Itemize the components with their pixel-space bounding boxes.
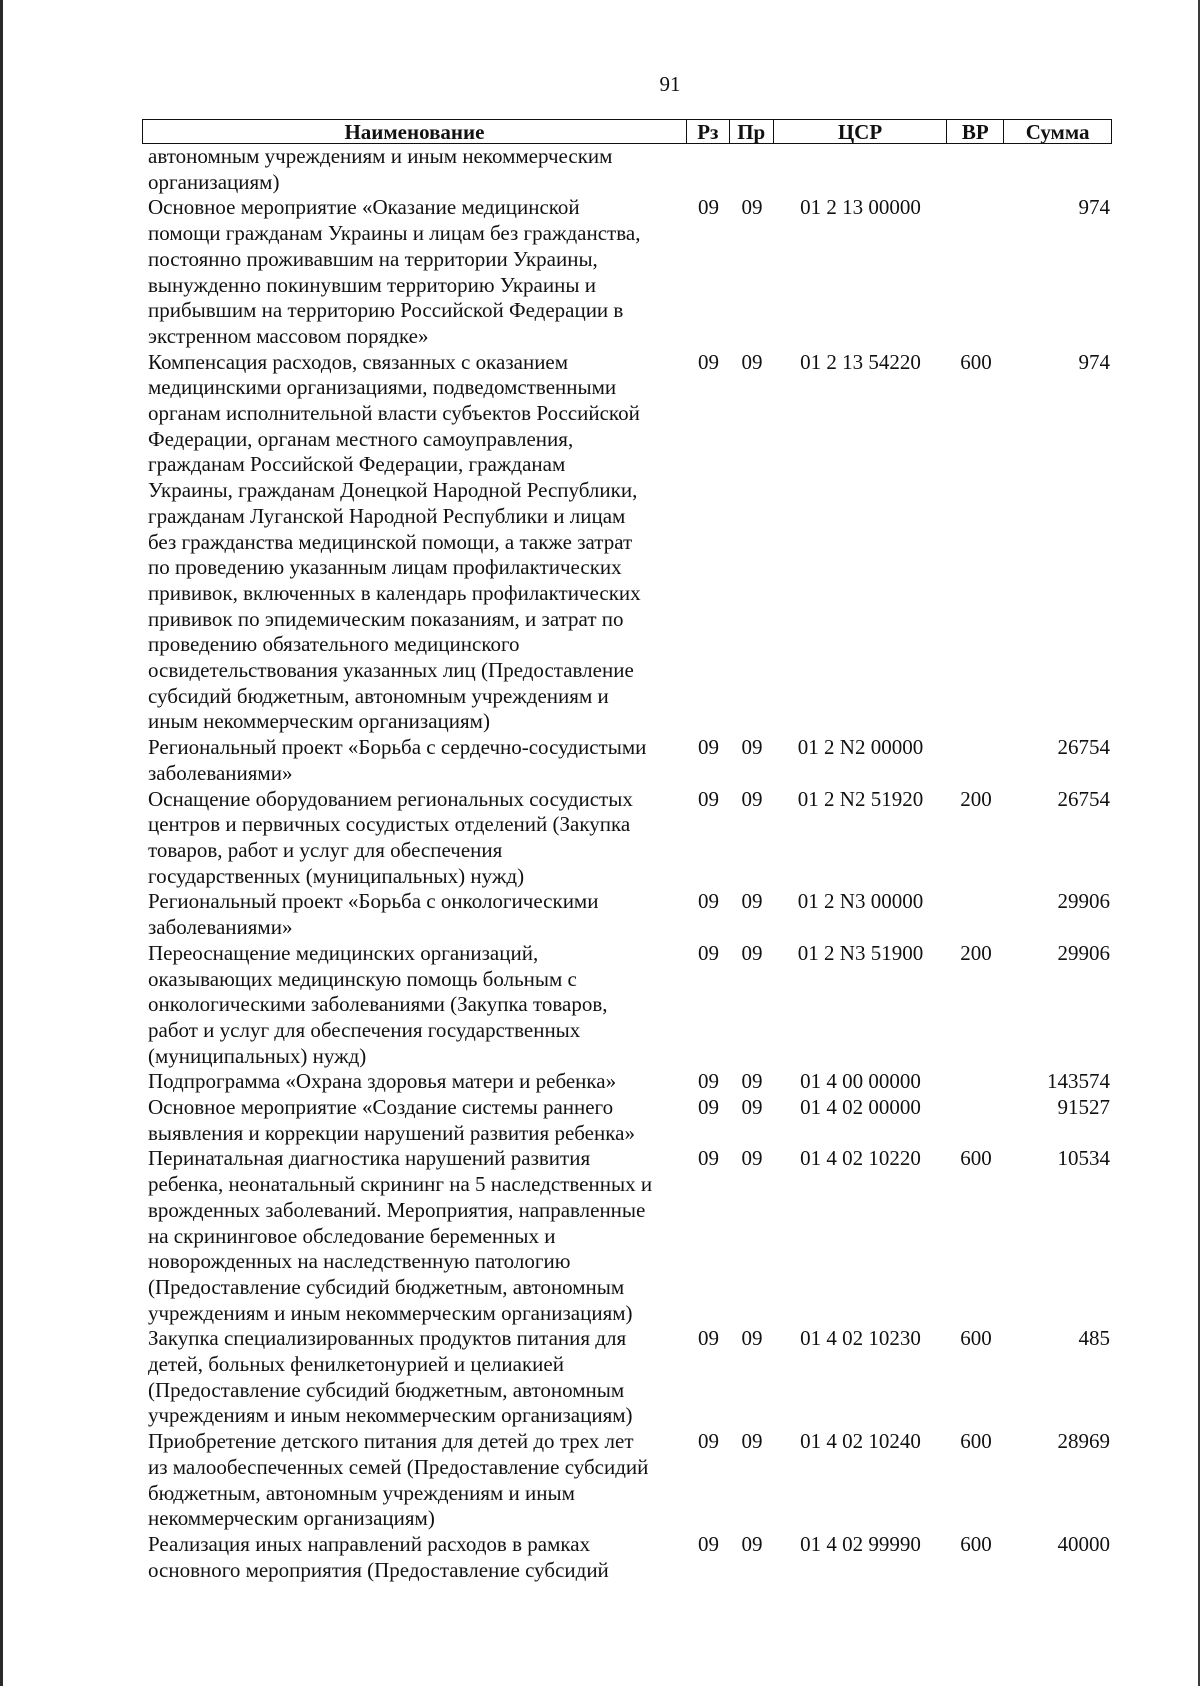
row-name-line: вынужденно покинувшим территорию Украины и [148,272,596,297]
row-pr: 09 [741,1429,763,1454]
row-vr [947,1095,1005,1146]
row-vr: 600 [960,349,992,374]
row-name-line: на скрининговое обследование беременных и [148,1223,556,1248]
row-vr [947,144,1005,195]
row-pr: 09 [741,1095,763,1120]
row-name-line: Оснащение оборудованием региональных сосудистых [148,786,633,811]
scan-edge-left [0,0,3,1686]
row-sum: 40000 [1057,1531,1110,1556]
row-name-line: (Предоставление субсидий бюджетным, автономным [148,1377,625,1402]
row-name [142,889,687,940]
row-vr: 600 [960,1531,992,1556]
row-vr: 200 [960,786,992,811]
row-pr: 09 [741,195,763,220]
table-row [142,735,1112,786]
row-pr: 09 [741,786,763,811]
row-csr: 01 2 N3 00000 [797,889,924,914]
row-pr: 09 [741,1069,763,1094]
row-name-line: Основное мероприятие «Оказание медицинской [148,195,580,220]
row-vr: 600 [960,1429,992,1454]
row-pr [730,144,774,195]
row-name-line: прибывшим на территорию Российской Федерации в [148,298,624,323]
row-vr [947,1069,1005,1095]
row-rz [687,144,730,195]
row-name-line: основного мероприятия (Предоставление субсидий [148,1557,609,1582]
row-pr: 09 [741,940,763,965]
row-name-line: учреждениям и иным некоммерческим организациям) [148,1300,633,1325]
table-row [142,941,1112,1070]
row-sum: 26754 [1057,786,1110,811]
row-rz: 09 [698,735,719,760]
row-name-line: (муниципальных) нужд) [148,1043,367,1068]
row-name-line: Основное мероприятие «Создание системы раннего [148,1095,614,1120]
table-row [142,1326,1112,1429]
row-sum: 26754 [1057,735,1110,760]
row-name-line: помощи гражданам Украины и лицам без гражданства, [148,221,641,246]
row-pr: 09 [741,1146,763,1171]
row-name [142,1532,687,1583]
row-pr: 09 [741,349,763,374]
row-name-line: постоянно проживавшим на территории Украины, [148,246,598,271]
row-name-line: прививок по эпидемическим показаниям, и затрат по [148,606,624,631]
row-name [142,735,687,786]
row-rz: 09 [698,1095,719,1120]
row-rz: 09 [698,1429,719,1454]
row-name-line: Региональный проект «Борьба с онкологическими [148,889,599,914]
row-vr [947,889,1005,940]
row-name-line: оказывающих медицинскую помощь больным с [148,966,577,991]
header-rz: Рз [687,120,730,143]
budget-table [142,119,1112,1583]
row-rz: 09 [698,1069,719,1094]
row-csr: 01 4 02 10230 [800,1326,921,1351]
header-sum: Сумма [1025,120,1090,143]
row-csr: 01 4 02 99990 [800,1531,921,1556]
table-row [142,1069,1112,1095]
row-csr [774,144,947,195]
row-csr: 01 4 02 00000 [800,1095,921,1120]
row-pr: 09 [741,889,763,914]
table-row [142,195,1112,349]
row-name-line: онкологическими заболеваниями (Закупка товаров, [148,992,608,1017]
row-name [142,195,687,349]
header-name: Наименование [143,120,687,143]
table-row [142,787,1112,890]
row-name-line: органам исполнительной власти субъектов Российской [148,401,640,426]
row-rz: 09 [698,889,719,914]
table-row [142,1429,1112,1532]
row-name-line: гражданам Луганской Народной Республики и лицам [148,503,626,528]
row-name-line: Перинатальная диагностика нарушений развития [148,1146,591,1171]
row-csr: 01 4 02 10240 [800,1429,921,1454]
row-sum: 29906 [1057,889,1110,914]
row-name [142,1429,687,1532]
row-name-line: новорожденных на наследственную патологию [148,1249,571,1274]
row-name-line: бюджетным, автономным учреждениям и иным [148,1480,575,1505]
row-name-line: Закупка специализированных продуктов питания для [148,1326,627,1351]
table-row [142,144,1112,195]
row-sum: 974 [1078,349,1110,374]
row-name-line: медицинскими организациями, подведомственными [148,375,617,400]
row-name-line: Региональный проект «Борьба с сердечно-сосудистыми [148,735,647,760]
row-name-line: организациям) [148,169,280,194]
row-name [142,1146,687,1326]
row-name-line: Украины, гражданам Донецкой Народной Республики, [148,478,638,503]
row-name [142,1095,687,1146]
row-name-line: учреждениям и иным некоммерческим организациям) [148,1403,633,1428]
row-sum: 974 [1078,195,1110,220]
row-name-line: прививок, включенных в календарь профилактических [148,580,641,605]
row-rz: 09 [698,1326,719,1351]
row-name [142,787,687,890]
row-vr [947,735,1005,786]
row-name-line: товаров, работ и услуг для обеспечения [148,837,503,862]
row-sum: 485 [1078,1326,1110,1351]
row-name-line: некоммерческим организациям) [148,1506,435,1531]
row-vr [947,195,1005,349]
row-name-line: центров и первичных сосудистых отделений (Закупка [148,812,631,837]
row-csr: 01 2 13 00000 [800,195,921,220]
row-name-line: из малообеспеченных семей (Предоставление субсидий [148,1454,649,1479]
row-csr: 01 2 N3 51900 [797,940,924,965]
row-pr: 09 [741,1326,763,1351]
row-sum: 28969 [1057,1429,1110,1454]
row-name-line: субсидий бюджетным, автономным учреждениям и [148,683,609,708]
row-pr: 09 [741,735,763,760]
row-rz: 09 [698,1146,719,1171]
row-name-line: гражданам Российской Федерации, гражданам [148,452,566,477]
header-csr: ЦСР [837,120,883,143]
row-name-line: выявления и коррекции нарушений развития ребенка» [148,1120,635,1145]
row-name-line: заболеваниями» [148,760,293,785]
header-vr: ВР [946,120,1004,143]
row-name-line: освидетельствования указанных лиц (Предоставление [148,658,634,683]
row-rz: 09 [698,786,719,811]
row-name [142,350,687,736]
row-name-line: без гражданства медицинской помощи, а также затрат [148,529,633,554]
row-csr: 01 4 00 00000 [800,1069,921,1094]
row-csr: 01 2 N2 51920 [797,786,924,811]
row-name-line: государственных (муниципальных) нужд) [148,863,525,888]
row-sum: 91527 [1057,1095,1110,1120]
table-row [142,1146,1112,1326]
row-name-line: ребенка, неонатальный скрининг на 5 наследственных и [148,1172,653,1197]
row-name [142,1326,687,1429]
row-vr: 600 [960,1326,992,1351]
row-name-line: детей, больных фенилкетонурией и целиакией [148,1352,564,1377]
row-name-line: Подпрограмма «Охрана здоровья матери и ребенка» [148,1069,617,1094]
row-name-line: проведению обязательного медицинского [148,632,520,657]
page-number: 91 [659,72,681,96]
row-name-line: автономным учреждениям и иным некоммерческим [148,144,613,168]
table-row [142,889,1112,940]
table-body [142,144,1112,1583]
header-pr: Пр [730,120,774,143]
row-rz: 09 [698,195,719,220]
row-rz: 09 [698,940,719,965]
row-name-line: Переоснащение медицинских организаций, [148,940,539,965]
row-csr: 01 2 N2 00000 [797,735,924,760]
row-name-line: Компенсация расходов, связанных с оказанием [148,349,569,374]
row-rz: 09 [698,1531,719,1556]
row-vr: 600 [960,1146,992,1171]
row-pr: 09 [741,1531,763,1556]
row-name-line: врожденных заболеваний. Мероприятия, направленные [148,1197,646,1222]
row-name [142,941,687,1070]
row-csr: 01 2 13 54220 [800,349,921,374]
table-row [142,350,1112,736]
row-name-line: (Предоставление субсидий бюджетным, автономным [148,1274,625,1299]
row-sum [1005,144,1112,195]
row-csr: 01 4 02 10220 [800,1146,921,1171]
row-name-line: Приобретение детского питания для детей до трех лет [148,1429,634,1454]
row-name [142,1069,687,1095]
row-name-line: иным некоммерческим организациям) [148,709,490,734]
row-sum: 10534 [1057,1146,1110,1171]
row-sum: 29906 [1057,940,1110,965]
row-vr: 200 [960,940,992,965]
row-name-line: заболеваниями» [148,915,293,940]
row-name-line: экстренном массовом порядке» [148,323,429,348]
row-sum: 143574 [1047,1069,1110,1094]
table-row [142,1532,1112,1583]
row-name-line: Реализация иных направлений расходов в рамках [148,1531,591,1556]
row-name-line: работ и услуг для обеспечения государственных [148,1017,581,1042]
row-name [142,144,687,195]
row-name-line: Федерации, органам местного самоуправления, [148,426,574,451]
table-header [142,119,1112,144]
table-row [142,1095,1112,1146]
row-rz: 09 [698,349,719,374]
row-name-line: по проведению указанным лицам профилактических [148,555,622,580]
